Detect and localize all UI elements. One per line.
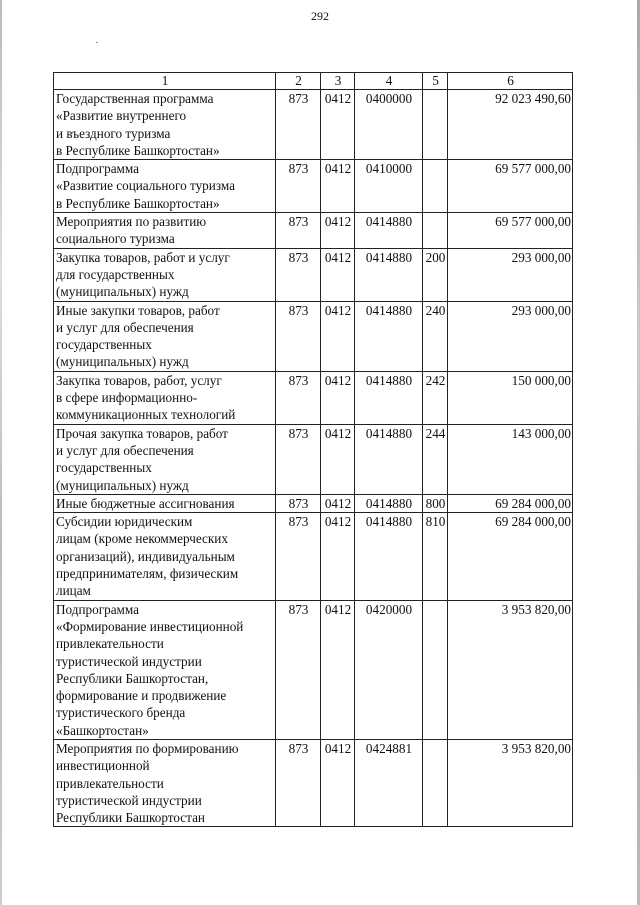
- row-name-line: лицам (кроме некоммерческих: [56, 531, 228, 547]
- row-name-line: Закупка товаров, работ и услуг: [56, 249, 230, 265]
- admin-code-cell: 873: [276, 739, 321, 826]
- table-row: [54, 213, 573, 249]
- row-name-line: «Развитие социального туризма: [56, 178, 235, 194]
- row-name-line: «Формирование инвестиционной: [56, 618, 244, 634]
- table-row: [54, 160, 573, 213]
- table-row: [54, 90, 573, 160]
- amount-cell: 3 953 820,00: [448, 600, 573, 739]
- row-name-cell: [54, 600, 276, 739]
- admin-code-cell: 873: [276, 494, 321, 512]
- table-row: [54, 739, 573, 826]
- target-article-cell: 0414880: [355, 513, 423, 600]
- row-name-cell: [54, 424, 276, 494]
- section-code-cell: 0412: [321, 424, 355, 494]
- table-header-row: [54, 73, 573, 90]
- amount-cell: 150 000,00: [448, 371, 573, 424]
- row-name-line: коммуникационных технологий: [56, 407, 236, 423]
- admin-code-cell: 873: [276, 213, 321, 249]
- row-name-line: (муниципальных) нужд: [56, 284, 189, 300]
- row-name-cell: [54, 513, 276, 600]
- row-name-line: формирование и продвижение: [56, 688, 227, 704]
- row-name-line: Закупка товаров, работ, услуг: [56, 372, 222, 388]
- amount-cell: 293 000,00: [448, 301, 573, 371]
- table-row: [54, 301, 573, 371]
- target-article-cell: 0414880: [355, 213, 423, 249]
- target-article-cell: 0414880: [355, 301, 423, 371]
- row-name-line: для государственных: [56, 266, 175, 282]
- section-code-cell: 0412: [321, 213, 355, 249]
- amount-cell: 69 577 000,00: [448, 213, 573, 249]
- row-name-line: государственных: [56, 460, 152, 476]
- amount-cell: 293 000,00: [448, 248, 573, 301]
- row-name-cell: [54, 301, 276, 371]
- section-code-cell: 0412: [321, 248, 355, 301]
- budget-table: [53, 72, 573, 827]
- row-name-cell: [54, 494, 276, 512]
- header-col-3: 3: [321, 73, 355, 90]
- section-code-cell: 0412: [321, 739, 355, 826]
- row-name-cell: [54, 90, 276, 160]
- admin-code-cell: 873: [276, 600, 321, 739]
- row-name-cell: [54, 739, 276, 826]
- budget-table-body: [54, 73, 573, 827]
- section-code-cell: 0412: [321, 301, 355, 371]
- scan-speck: [96, 42, 98, 43]
- row-name-line: государственных: [56, 337, 152, 353]
- table-row: [54, 371, 573, 424]
- row-name-line: привлекательности: [56, 775, 164, 791]
- admin-code-cell: 873: [276, 160, 321, 213]
- amount-cell: 3 953 820,00: [448, 739, 573, 826]
- expense-type-cell: [423, 160, 448, 213]
- table-row: [54, 494, 573, 512]
- expense-type-cell: [423, 600, 448, 739]
- row-name-line: Прочая закупка товаров, работ: [56, 425, 228, 441]
- section-code-cell: 0412: [321, 90, 355, 160]
- target-article-cell: 0414880: [355, 424, 423, 494]
- admin-code-cell: 873: [276, 371, 321, 424]
- row-name-line: «Развитие внутреннего: [56, 108, 187, 124]
- table-row: [54, 424, 573, 494]
- expense-type-cell: 810: [423, 513, 448, 600]
- scan-left-edge: [0, 0, 2, 905]
- amount-cell: 92 023 490,60: [448, 90, 573, 160]
- row-name-line: Республики Башкортостан,: [56, 670, 209, 686]
- expense-type-cell: 200: [423, 248, 448, 301]
- target-article-cell: 0414880: [355, 371, 423, 424]
- row-name-line: и услуг для обеспечения: [56, 319, 194, 335]
- target-article-cell: 0410000: [355, 160, 423, 213]
- expense-type-cell: [423, 213, 448, 249]
- expense-type-cell: 240: [423, 301, 448, 371]
- row-name-line: в сфере информационно-: [56, 390, 198, 406]
- target-article-cell: 0420000: [355, 600, 423, 739]
- target-article-cell: 0424881: [355, 739, 423, 826]
- section-code-cell: 0412: [321, 600, 355, 739]
- amount-cell: 69 284 000,00: [448, 513, 573, 600]
- row-name-line: Мероприятия по формированию: [56, 740, 239, 756]
- row-name-line: «Башкортостан»: [56, 722, 149, 738]
- section-code-cell: 0412: [321, 513, 355, 600]
- table-row: [54, 513, 573, 600]
- admin-code-cell: 873: [276, 513, 321, 600]
- row-name-line: и услуг для обеспечения: [56, 442, 194, 458]
- row-name-line: и въездного туризма: [56, 125, 171, 141]
- row-name-line: предпринимателям, физическим: [56, 566, 239, 582]
- row-name-line: Республики Башкортостан: [56, 810, 205, 826]
- target-article-cell: 0400000: [355, 90, 423, 160]
- row-name-cell: [54, 213, 276, 249]
- target-article-cell: 0414880: [355, 494, 423, 512]
- expense-type-cell: 244: [423, 424, 448, 494]
- row-name-line: туристической индустрии: [56, 653, 202, 669]
- row-name-cell: [54, 371, 276, 424]
- section-code-cell: 0412: [321, 371, 355, 424]
- expense-type-cell: [423, 90, 448, 160]
- section-code-cell: 0412: [321, 494, 355, 512]
- amount-cell: 143 000,00: [448, 424, 573, 494]
- row-name-line: (муниципальных) нужд: [56, 354, 189, 370]
- target-article-cell: 0414880: [355, 248, 423, 301]
- expense-type-cell: 242: [423, 371, 448, 424]
- amount-cell: 69 577 000,00: [448, 160, 573, 213]
- section-code-cell: 0412: [321, 160, 355, 213]
- row-name-line: привлекательности: [56, 636, 164, 652]
- admin-code-cell: 873: [276, 90, 321, 160]
- table-row: [54, 600, 573, 739]
- page-number: 292: [311, 9, 329, 23]
- admin-code-cell: 873: [276, 424, 321, 494]
- header-col-6: 6: [448, 73, 573, 90]
- row-name-line: в Республике Башкортостан»: [56, 195, 220, 211]
- row-name-line: туристического бренда: [56, 705, 186, 721]
- header-col-5: 5: [423, 73, 448, 90]
- expense-type-cell: [423, 739, 448, 826]
- header-col-4: 4: [355, 73, 423, 90]
- row-name-cell: [54, 248, 276, 301]
- row-name-line: Государственная программа: [56, 91, 214, 106]
- row-name-line: Субсидии юридическим: [56, 514, 193, 530]
- row-name-line: социального туризма: [56, 231, 175, 247]
- row-name-cell: [54, 160, 276, 213]
- row-name-line: в Республике Башкортостан»: [56, 142, 220, 158]
- row-name-line: Подпрограмма: [56, 161, 140, 177]
- header-col-1: 1: [54, 73, 276, 90]
- row-name-line: Мероприятия по развитию: [56, 214, 207, 230]
- row-name-line: Подпрограмма: [56, 601, 140, 617]
- row-name-line: (муниципальных) нужд: [56, 477, 189, 493]
- table-row: [54, 248, 573, 301]
- amount-cell: 69 284 000,00: [448, 494, 573, 512]
- row-name-line: туристической индустрии: [56, 792, 202, 808]
- row-name-line: Иные бюджетные ассигнования: [56, 495, 235, 511]
- row-name-line: организаций), индивидуальным: [56, 548, 235, 564]
- header-col-2: 2: [276, 73, 321, 90]
- admin-code-cell: 873: [276, 301, 321, 371]
- row-name-line: Иные закупки товаров, работ: [56, 302, 220, 318]
- row-name-line: лицам: [56, 583, 91, 599]
- admin-code-cell: 873: [276, 248, 321, 301]
- row-name-line: инвестиционной: [56, 758, 150, 774]
- expense-type-cell: 800: [423, 494, 448, 512]
